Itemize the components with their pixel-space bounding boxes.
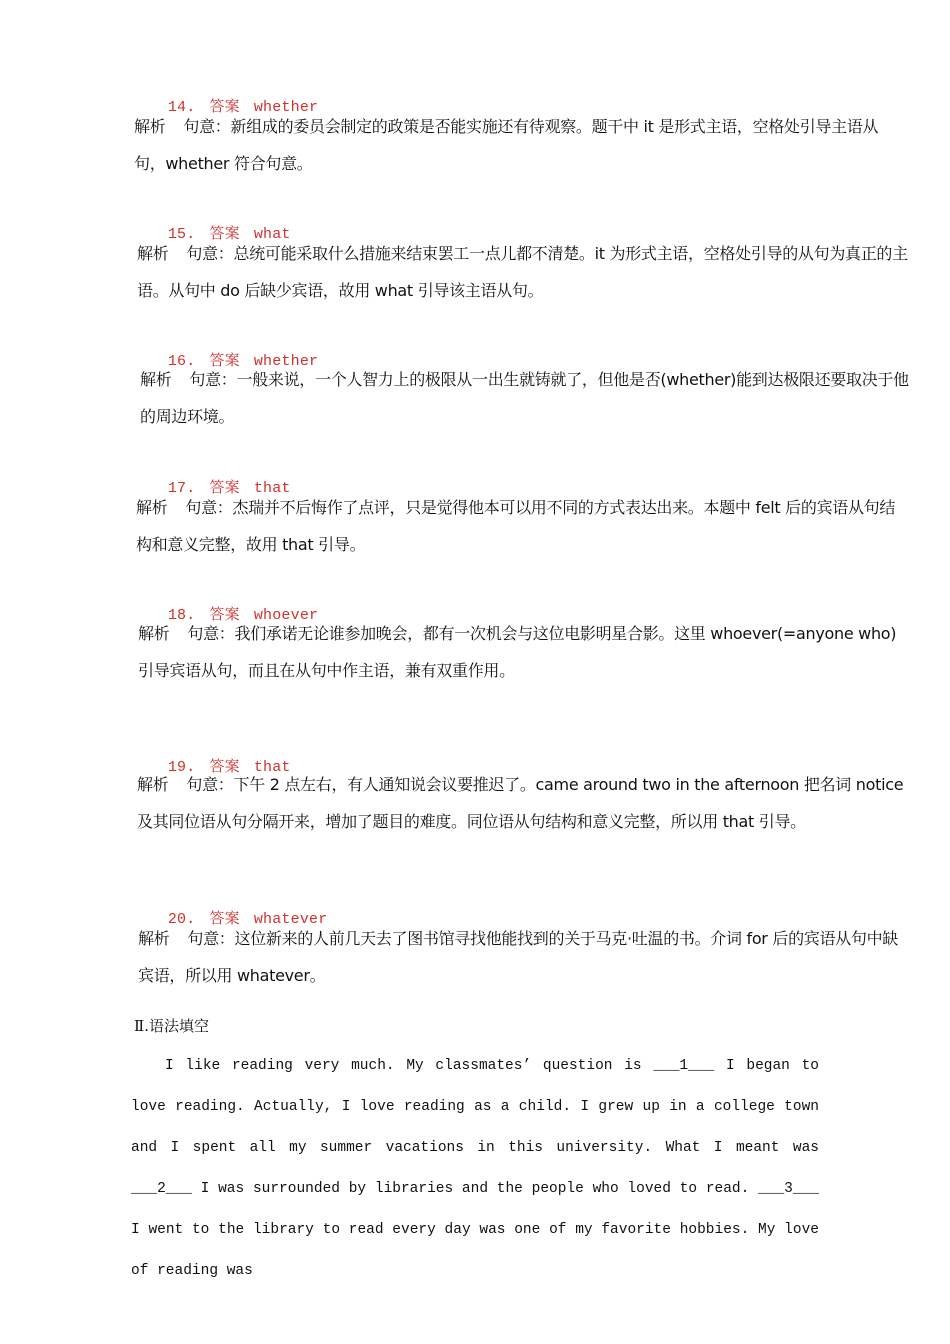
section-title: Ⅱ.语法填空 [134, 1017, 209, 1035]
explanation-17 [136, 489, 908, 563]
answer-label: 答案 [209, 226, 240, 243]
explanation-15 [137, 235, 909, 309]
answer-value: whether [253, 99, 319, 116]
explanation-text: 句意：下午 2 点左右，有人通知说会议要推迟了。came around two in the afternoon 把名词 notice 及其同位语从句分隔开来，增加了题目的难度。同位语从句结构和意义完整，所以用 that 引导。 [137, 775, 904, 831]
answer-label: 答案 [209, 99, 240, 116]
answer-value: that [253, 480, 291, 497]
answer-value: that [253, 759, 291, 776]
answer-value: what [253, 226, 291, 243]
question-number: 14. [167, 99, 196, 116]
question-number: 17. [167, 480, 196, 497]
explanation-14 [134, 108, 906, 182]
explanation-label: 解析 [134, 117, 166, 136]
answer-value: whoever [253, 607, 319, 624]
explanation-text: 句意：我们承诺无论谁参加晚会，都有一次机会与这位电影明星合影。这里 whoever(=anyone who)引导宾语从句，而且在从句中作主语，兼有双重作用。 [138, 624, 897, 680]
explanation-label: 解析 [137, 244, 169, 263]
answer-label: 答案 [209, 353, 240, 370]
explanation-text: 句意：这位新来的人前几天去了图书馆寻找他能找到的关于马克·吐温的书。介词 for 后的宾语从句中缺宾语，所以用 whatever。 [138, 929, 898, 985]
answer-label: 答案 [209, 480, 240, 497]
answer-label: 答案 [209, 911, 240, 928]
explanation-16 [140, 361, 912, 435]
explanation-text: 句意：一般来说，一个人智力上的极限从一出生就铸就了，但他是否(whether)能到达极限还要取决于他的周边环境。 [140, 370, 909, 426]
explanation-label: 解析 [138, 929, 170, 948]
answer-label: 答案 [209, 759, 240, 776]
question-number: 20. [167, 911, 196, 928]
explanation-text: 句意：总统可能采取什么措施来结束罢工一点儿都不清楚。it 为形式主语，空格处引导的从句为真正的主语。从句中 do 后缺少宾语，故用 what 引导该主语从句。 [137, 244, 908, 300]
explanation-text: 句意：新组成的委员会制定的政策是否能实施还有待观察。题干中 it 是形式主语，空格处引导主语从句，whether 符合句意。 [134, 117, 879, 173]
question-number: 15. [167, 226, 196, 243]
explanation-text: 句意：杰瑞并不后悔作了点评，只是觉得他本可以用不同的方式表达出来。本题中 felt 后的宾语从句结构和意义完整，故用 that 引导。 [136, 498, 896, 554]
explanation-label: 解析 [138, 624, 170, 643]
cloze-passage: I like reading very much. My classmates’ question is ___1___ I began to love reading. Actually, I love reading as a child. I grew up in a college town and I spent all my summer vacations in this university. What I meant was ___2___ I was surrounded by libraries and the people who loved to read. ___3___ I went to the library to read every day was one of my favorite hobbies. My love of reading was [131, 1058, 819, 1279]
explanation-19 [137, 766, 909, 840]
question-number: 16. [167, 353, 196, 370]
answer-value: whether [253, 353, 319, 370]
answer-value: whatever [253, 911, 328, 928]
explanation-label: 解析 [140, 370, 172, 389]
explanation-20 [138, 920, 910, 994]
explanation-18 [138, 615, 910, 689]
explanation-label: 解析 [136, 498, 168, 517]
explanation-label: 解析 [137, 775, 169, 794]
answer-label: 答案 [209, 607, 240, 624]
question-number: 18. [167, 607, 196, 624]
question-number: 19. [167, 759, 196, 776]
